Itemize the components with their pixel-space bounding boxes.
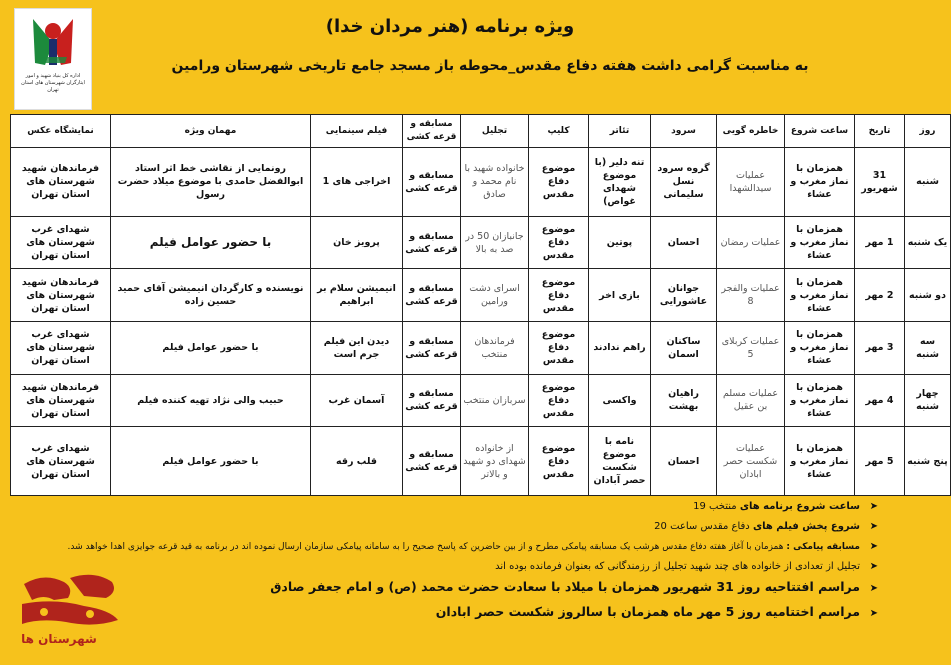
cell-start-time: همزمان با نماز مغرب و عشاء bbox=[785, 148, 855, 217]
cell-special-guest: نویسنده و کارگردان انیمیشن آقای حمید حسین زاده bbox=[111, 269, 311, 322]
note-5-text: مراسم افتتاحیه روز 31 شهریور همزمان با میلاد با سعادت حضرت محمد (ص) و امام جعفر صادق bbox=[270, 579, 860, 594]
cell-day: پنج شنبه bbox=[905, 427, 951, 496]
cell-date: 4 مهر bbox=[855, 374, 905, 427]
note-item bbox=[40, 580, 878, 596]
table-row bbox=[11, 427, 951, 496]
note-item bbox=[40, 605, 878, 621]
header-theater: تئاتر bbox=[589, 115, 651, 148]
header-start-time: ساعت شروع bbox=[785, 115, 855, 148]
cell-honoring: سربازان منتخب bbox=[461, 374, 529, 427]
cell-day: یک شنبه bbox=[905, 216, 951, 269]
cell-honoring: خانواده شهید با نام محمد و صادق bbox=[461, 148, 529, 217]
cell-date: 3 مهر bbox=[855, 321, 905, 374]
cell-special-guest: با حضور عوامل فیلم bbox=[111, 216, 311, 269]
cell-start-time: همزمان با نماز مغرب و عشاء bbox=[785, 321, 855, 374]
cell-special-guest: با حضور عوامل فیلم bbox=[111, 321, 311, 374]
cell-photo-exhibition: فرماندهان شهید شهرستان های استان تهران bbox=[11, 269, 111, 322]
cell-theater: تنه دلیر (با موضوع شهدای غواص) bbox=[589, 148, 651, 217]
arrow-left-icon: ➤ bbox=[869, 561, 878, 572]
header-film: فیلم سینمایی bbox=[311, 115, 403, 148]
cell-start-time: همزمان با نماز مغرب و عشاء bbox=[785, 269, 855, 322]
cell-start-time: همزمان با نماز مغرب و عشاء bbox=[785, 216, 855, 269]
cell-theater: راهم ندادند bbox=[589, 321, 651, 374]
shahid-news-logo-icon bbox=[14, 570, 124, 660]
cell-anthem: راهیان بهشت bbox=[651, 374, 717, 427]
cell-date: 1 مهر bbox=[855, 216, 905, 269]
cell-contest: مسابقه و قرعه کشی bbox=[403, 148, 461, 217]
cell-clip: موضوع دفاع مقدس bbox=[529, 148, 589, 217]
cell-honoring: جانبازان 50 در صد به بالا bbox=[461, 216, 529, 269]
arrow-left-icon: ➤ bbox=[869, 583, 878, 594]
table-row bbox=[11, 374, 951, 427]
note-3-text: همزمان با آغاز هفته دفاع مقدس هرشب یک مسابقه پیامکی مطرح و از بین حاضرین که پاسخ صحیح را به سامانه پیامکی سازمان ارسال نموده اند در برنامه به قید قرعه جوایزی اهدا خواهد شد. bbox=[67, 542, 787, 552]
note-2-bold: شروع پخش فیلم های bbox=[752, 521, 860, 532]
cell-anthem: ساکنان اسمان bbox=[651, 321, 717, 374]
cell-memoir: عملیات رمضان bbox=[717, 216, 785, 269]
arrow-left-icon: ➤ bbox=[869, 521, 878, 532]
program-notes bbox=[40, 500, 878, 630]
table-header-row bbox=[11, 115, 951, 148]
cell-theater: واکسی bbox=[589, 374, 651, 427]
table-row bbox=[11, 148, 951, 217]
cell-film: دیدن این فیلم جرم است bbox=[311, 321, 403, 374]
cell-theater: بازی اخر bbox=[589, 269, 651, 322]
header-honoring: تجلیل bbox=[461, 115, 529, 148]
cell-film: قلب رقه bbox=[311, 427, 403, 496]
cell-clip: موضوع دفاع مقدس bbox=[529, 321, 589, 374]
brand-name: شهرستان ها bbox=[21, 632, 97, 646]
cell-film: انیمیشن سلام بر ابراهیم bbox=[311, 269, 403, 322]
cell-contest: مسابقه و قرعه کشی bbox=[403, 269, 461, 322]
cell-clip: موضوع دفاع مقدس bbox=[529, 269, 589, 322]
cell-date: 2 مهر bbox=[855, 269, 905, 322]
cell-date: 31 شهریور bbox=[855, 148, 905, 217]
arrow-left-icon: ➤ bbox=[869, 541, 878, 552]
cell-theater: نامه با موضوع شکست حصر آبادان bbox=[589, 427, 651, 496]
header-clip: کلیپ bbox=[529, 115, 589, 148]
cell-memoir: عملیات سیدالشهدا bbox=[717, 148, 785, 217]
cell-memoir: عملیات شکست حصر ابادان bbox=[717, 427, 785, 496]
cell-photo-exhibition: شهدای غرب شهرستان های استان تهران bbox=[11, 321, 111, 374]
cell-date: 5 مهر bbox=[855, 427, 905, 496]
note-item bbox=[40, 500, 878, 514]
cell-honoring: فرماندهان منتخب bbox=[461, 321, 529, 374]
header-date: تاریخ bbox=[855, 115, 905, 148]
cell-special-guest: حبیب والی نژاد تهیه کننده فیلم bbox=[111, 374, 311, 427]
cell-honoring: از خانواده شهدای دو شهید و بالاتر bbox=[461, 427, 529, 496]
cell-day: شنبه bbox=[905, 148, 951, 217]
note-1-bold: ساعت شروع برنامه های bbox=[739, 501, 860, 512]
cell-photo-exhibition: شهدای غرب شهرستان های استان تهران bbox=[11, 427, 111, 496]
cell-start-time: همزمان با نماز مغرب و عشاء bbox=[785, 374, 855, 427]
cell-film: پرویز خان bbox=[311, 216, 403, 269]
cell-photo-exhibition: شهدای غرب شهرستان های استان تهران bbox=[11, 216, 111, 269]
logo-caption: اداره کل بنیاد شهید و امور ایثارگران شهرستان های استان تهران bbox=[21, 73, 85, 93]
cell-contest: مسابقه و قرعه کشی bbox=[403, 374, 461, 427]
program-title: ویژه برنامه (هنر مردان خدا) bbox=[325, 16, 575, 37]
cell-day: دو شنبه bbox=[905, 269, 951, 322]
header-special-guest: مهمان ویژه bbox=[111, 115, 311, 148]
note-2-text: دفاع مقدس ساعت 20 bbox=[654, 521, 753, 532]
program-schedule-table bbox=[10, 114, 951, 496]
table-row bbox=[11, 321, 951, 374]
cell-theater: پوتین bbox=[589, 216, 651, 269]
cell-special-guest: رونمایی از نقاشی خط اثر استاد ابوالفضل حامدی با موضوع میلاد حضرت رسول bbox=[111, 148, 311, 217]
cell-contest: مسابقه و قرعه کشی bbox=[403, 216, 461, 269]
program-subtitle: به مناسبت گرامی داشت هفته دفاع مقدس_محوطه باز مسجد جامع تاریخی شهرستان ورامین bbox=[171, 58, 809, 74]
header-contest: مسابقه و قرعه کشی bbox=[403, 115, 461, 148]
cell-photo-exhibition: فرماندهان شهید شهرستان های استان تهران bbox=[11, 148, 111, 217]
cell-day: چهار شنبه bbox=[905, 374, 951, 427]
cell-anthem: احسان bbox=[651, 216, 717, 269]
note-6-text: مراسم اختتامیه روز 5 مهر ماه همزمان با سالروز شکست حصر ابادان bbox=[435, 604, 860, 619]
cell-memoir: عملیات مسلم بن عقیل bbox=[717, 374, 785, 427]
cell-clip: موضوع دفاع مقدس bbox=[529, 374, 589, 427]
table-row bbox=[11, 216, 951, 269]
cell-memoir: عملیات کربلای 5 bbox=[717, 321, 785, 374]
cell-memoir: عملیات والفجر 8 bbox=[717, 269, 785, 322]
header-day: روز bbox=[905, 115, 951, 148]
cell-start-time: همزمان با نماز مغرب و عشاء bbox=[785, 427, 855, 496]
table-row bbox=[11, 269, 951, 322]
cell-anthem: احسان bbox=[651, 427, 717, 496]
cell-film: آسمان غرب bbox=[311, 374, 403, 427]
note-item bbox=[40, 540, 878, 554]
note-4-text: تجلیل از تعدادی از خانواده های چند شهید تجلیل از رزمندگانی که بعنوان فرمانده بوده اند bbox=[495, 561, 860, 572]
cell-clip: موضوع دفاع مقدس bbox=[529, 427, 589, 496]
header-memoir: خاطره گویی bbox=[717, 115, 785, 148]
arrow-left-icon: ➤ bbox=[869, 608, 878, 619]
note-item bbox=[40, 520, 878, 534]
header-anthem: سرود bbox=[651, 115, 717, 148]
cell-photo-exhibition: فرماندهان شهید شهرستان های استان تهران bbox=[11, 374, 111, 427]
cell-day: سه شنبه bbox=[905, 321, 951, 374]
cell-contest: مسابقه و قرعه کشی bbox=[403, 321, 461, 374]
note-1-text: منتخب 19 bbox=[693, 501, 740, 512]
cell-anthem: جوانان عاشورایی bbox=[651, 269, 717, 322]
cell-anthem: گروه سرود نسل سلیمانی bbox=[651, 148, 717, 217]
cell-clip: موضوع دفاع مقدس bbox=[529, 216, 589, 269]
cell-honoring: اسرای دشت ورامین bbox=[461, 269, 529, 322]
note-3-bold: مسابقه پیامکی : bbox=[786, 542, 860, 552]
cell-contest: مسابقه و قرعه کشی bbox=[403, 427, 461, 496]
cell-special-guest: با حضور عوامل فیلم bbox=[111, 427, 311, 496]
note-item bbox=[40, 560, 878, 574]
cell-film: اخراجی های 1 bbox=[311, 148, 403, 217]
header-photo-exhibition: نمایشگاه عکس bbox=[11, 115, 111, 148]
arrow-left-icon: ➤ bbox=[869, 501, 878, 512]
